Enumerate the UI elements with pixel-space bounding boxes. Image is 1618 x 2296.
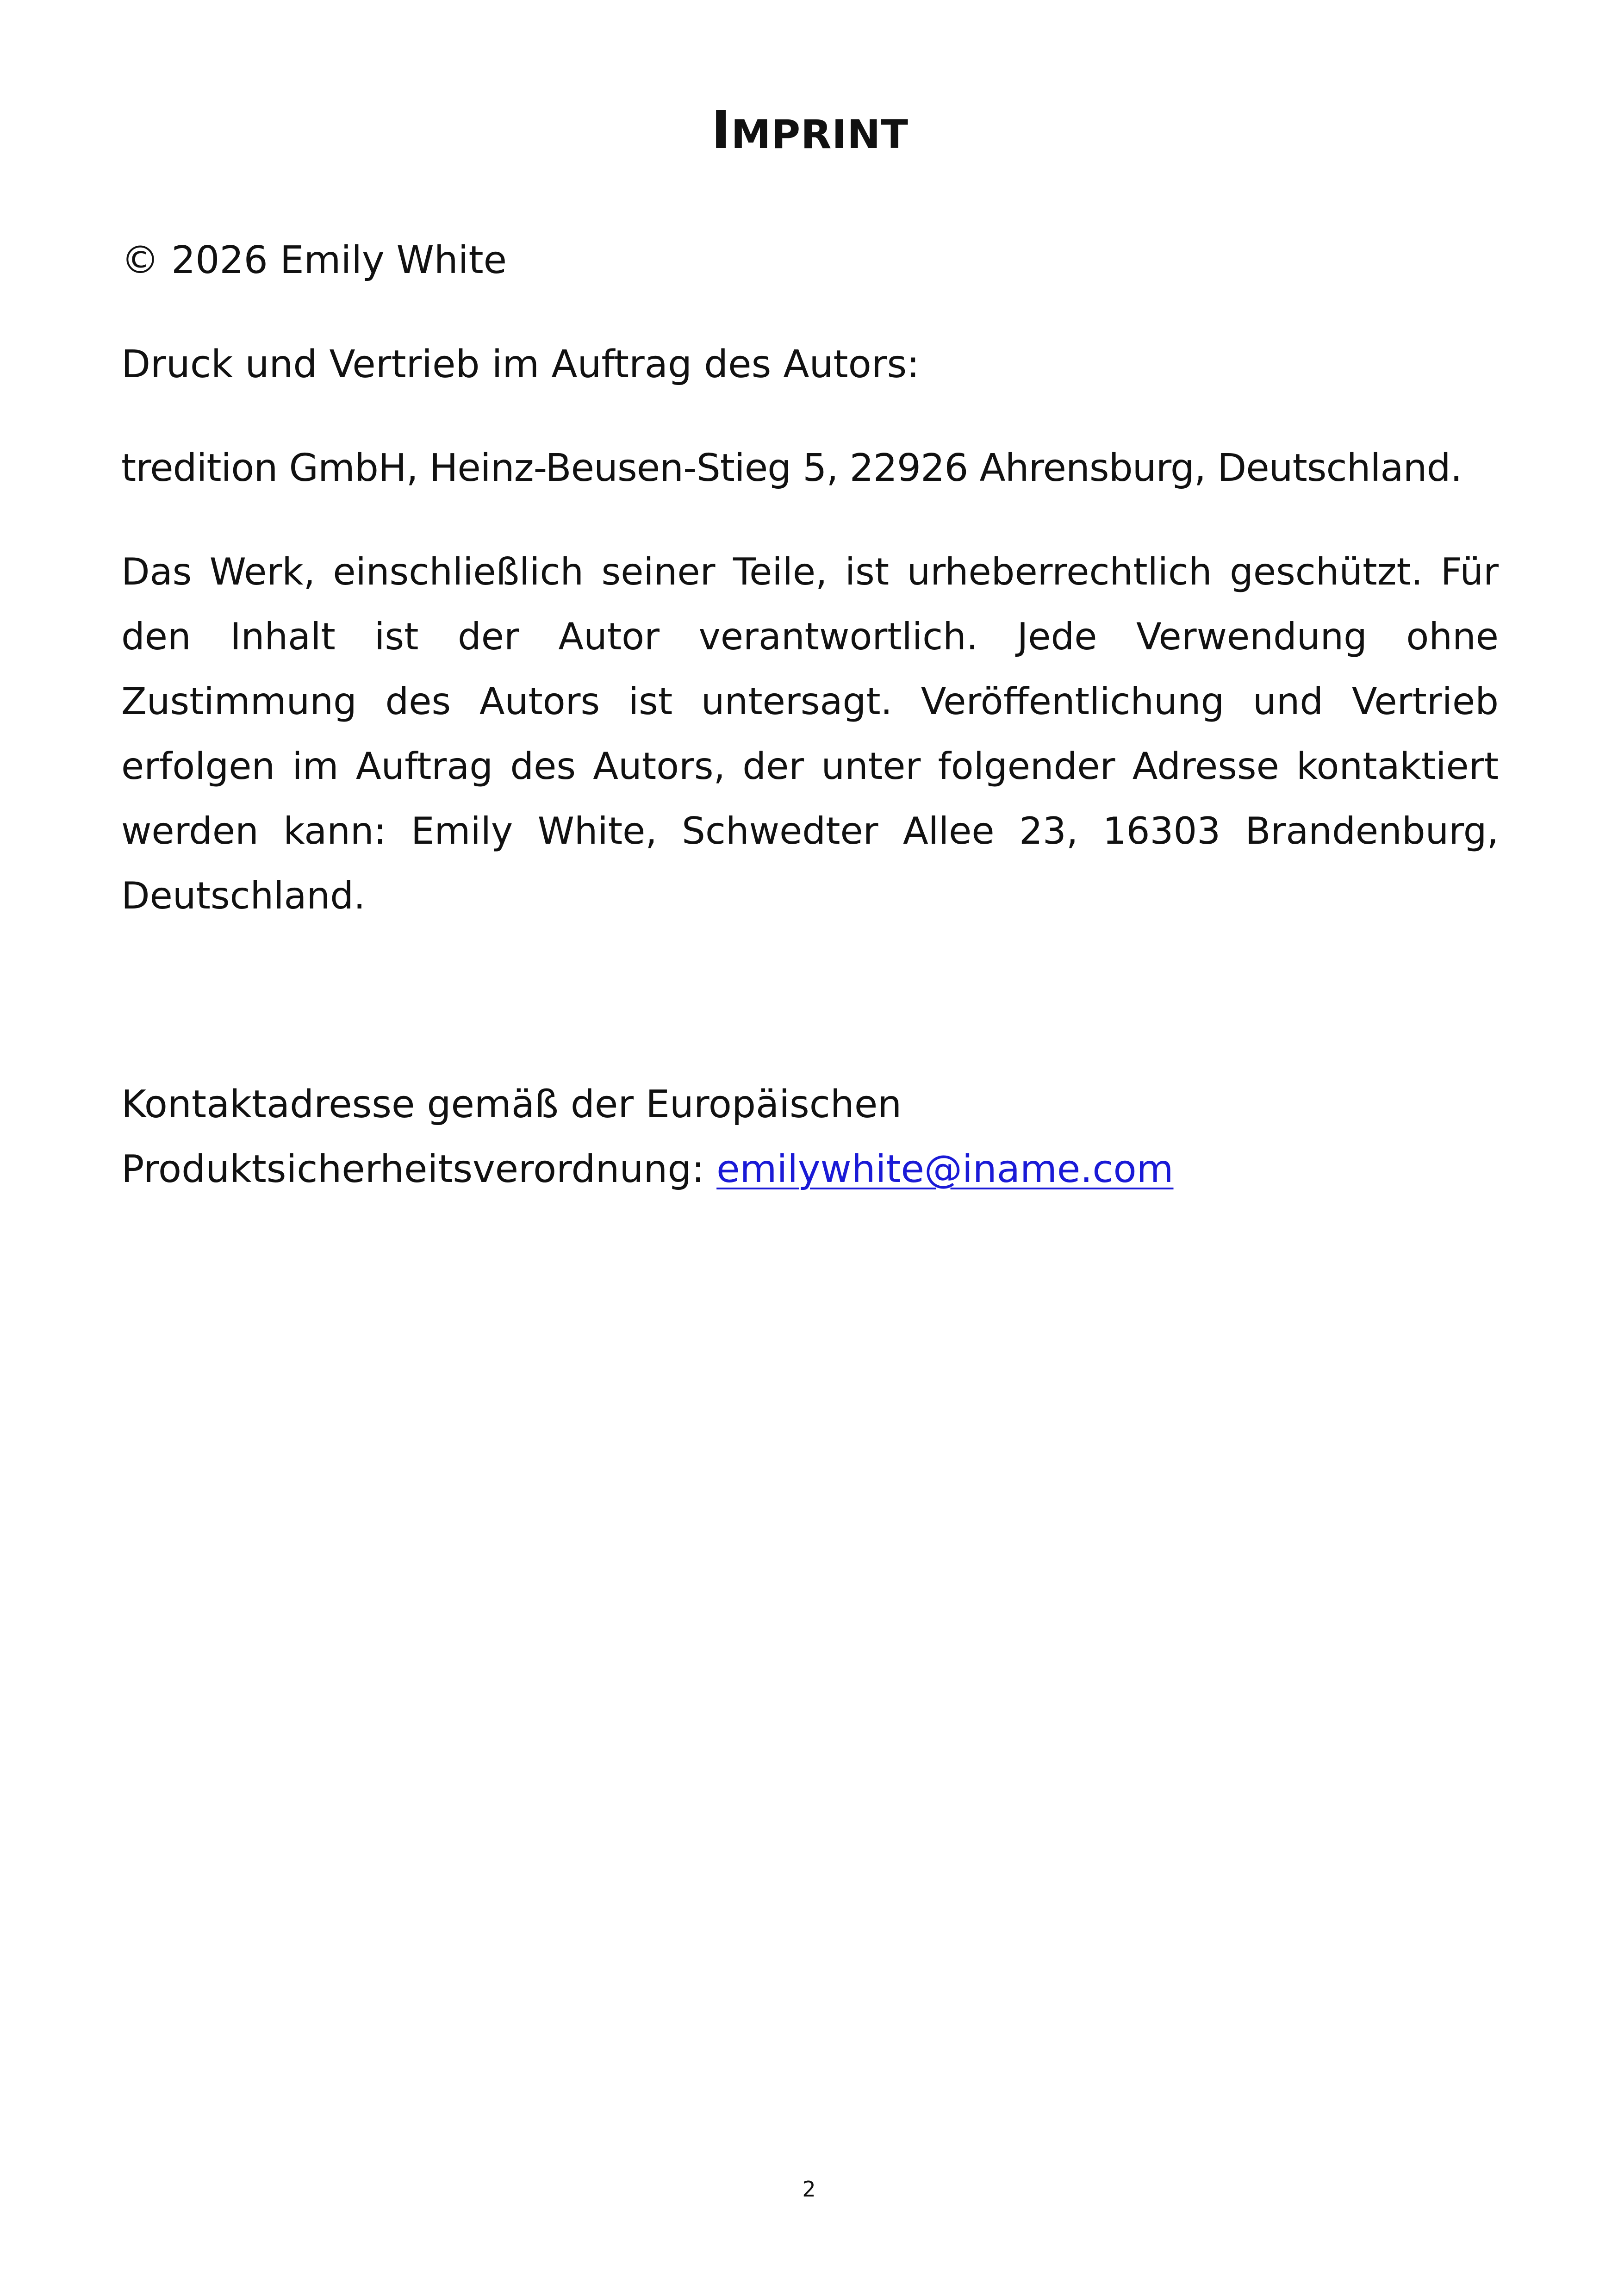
contact-line-2-prefix: Produktsicherheitsverordnung: [121,1147,717,1191]
title-rest: MPRINT [731,112,909,158]
page-number: 2 [802,2177,816,2202]
contact-block [121,1072,1499,1202]
title-first-letter: I [711,100,731,161]
copyright-line: © 2026 Emily White [121,238,507,282]
legal-paragraph: Das Werk, einschließlich seiner Teile, ist urheberrechtlich geschützt. Für den Inhalt ist der Autor verantwortlich. Jede Verwendung ohne Zustimmung des Autors ist untersagt. Veröffentlichung und Vertrieb erfolgen im Auftrag des Autors, der unter folgender Adresse kontaktiert werden kann: Emily White, Schwedter Allee 23, 16303 Brandenburg, Deutschland. [121,550,1499,917]
publisher-address: tredition GmbH, Heinz-Beusen-Stieg 5, 22926 Ahrensburg, Deutschland. [121,446,1462,490]
contact-email-link[interactable]: emilywhite@iname.com [716,1147,1174,1191]
printing-line: Druck und Vertrieb im Auftrag des Autors: [121,342,920,386]
page-title [121,100,1499,162]
contact-line-1: Kontaktadresse gemäß der Europäischen [121,1083,902,1126]
